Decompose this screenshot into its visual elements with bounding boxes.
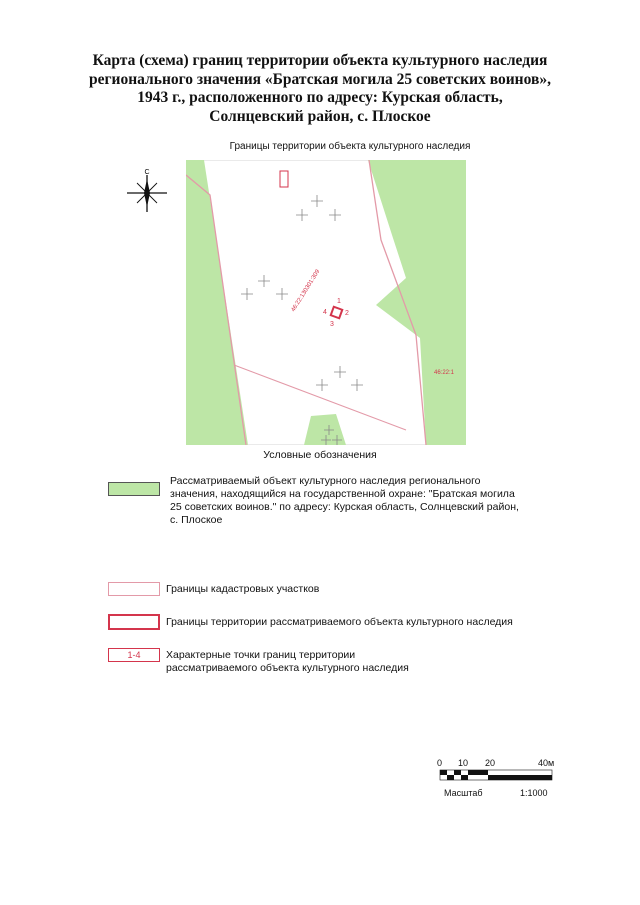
svg-text:10: 10 <box>458 758 469 768</box>
legend-swatch-object-border <box>108 614 160 630</box>
map-caption: Границы территории объекта культурного наследия <box>229 141 471 152</box>
scale-bar <box>434 756 574 806</box>
svg-text:С: С <box>144 169 150 176</box>
legend-swatch-points: 1-4 <box>108 648 160 662</box>
legend-heritage-text: Рассматриваемый объект культурного наследия регионального значения, находящийся на государственной охране: "Братская могила 25 советских воинов." по адресу: Курская область, Солнцевский район, с. Плоское <box>170 475 519 526</box>
svg-text:Масштаб: Масштаб <box>444 788 483 798</box>
legend-cadastral-text: Границы кадастровых участков <box>166 583 320 595</box>
legend-swatch-heritage <box>108 482 160 496</box>
legend-object-border-text: Границы территории рассматриваемого объекта культурного наследия <box>166 616 513 628</box>
svg-text:0: 0 <box>437 758 443 768</box>
svg-text:1:1000: 1:1000 <box>520 788 548 798</box>
legend-swatch-cadastral <box>108 582 160 596</box>
parcel-label-2: 46:22:1 <box>434 370 455 376</box>
north-arrow-icon <box>125 166 169 212</box>
parcel-label-1: 46:22:130301:309 <box>290 268 322 314</box>
svg-text:2: 2 <box>345 310 349 317</box>
legend-points-text: Характерные точки границ территории рассматриваемого объекта культурного наследия <box>166 649 409 674</box>
svg-text:3: 3 <box>330 321 334 328</box>
cadastral-map <box>186 160 466 445</box>
svg-text:20: 20 <box>485 758 496 768</box>
map-title: Карта (схема) границ территории объекта культурного наследия регионального значения «Братская могила 25 советских воинов», 1943 г., расположенного по адресу: Курская область, Солнцевский район, с. Плоское <box>89 52 551 125</box>
svg-text:1: 1 <box>337 298 341 305</box>
legend-title: Условные обозначения <box>263 449 377 461</box>
svg-text:4: 4 <box>323 309 327 316</box>
svg-text:40м: 40м <box>538 758 555 768</box>
